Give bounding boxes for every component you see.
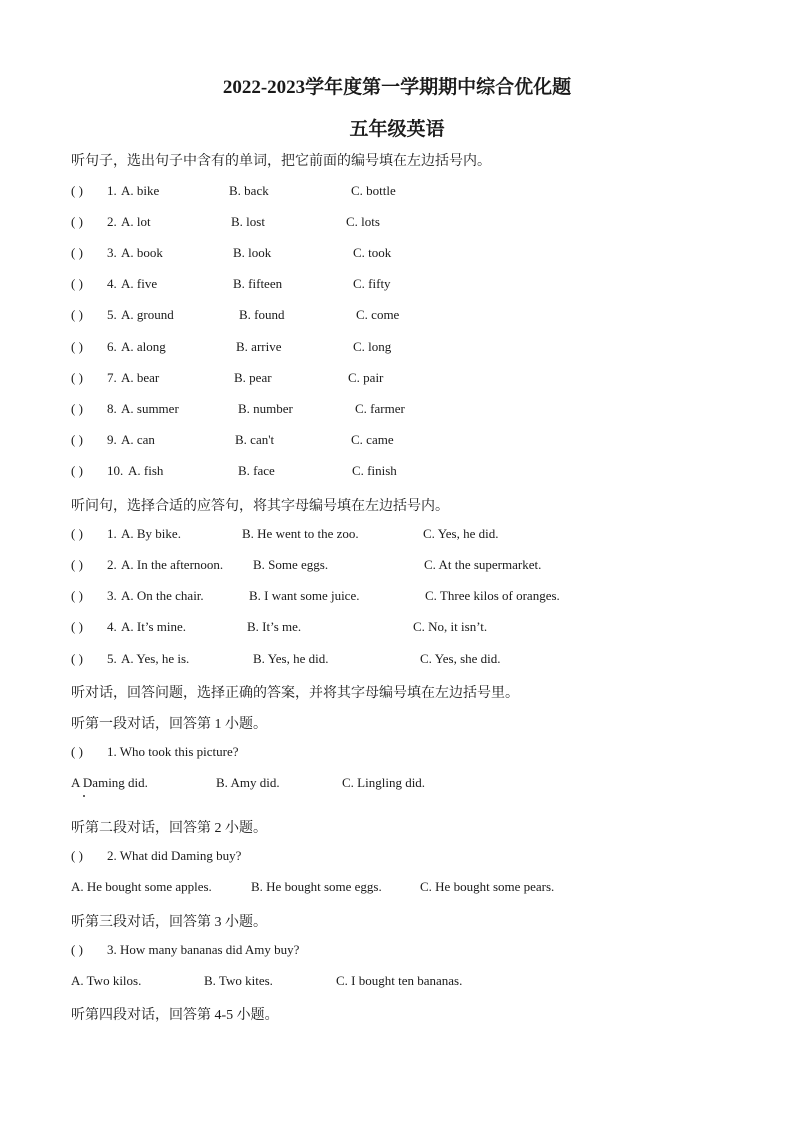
- option-a: A. summer: [121, 401, 179, 416]
- option-b: B. can't: [235, 432, 275, 447]
- answer-bracket[interactable]: ( ): [71, 432, 83, 447]
- question-text: 2. What did Daming buy?: [107, 848, 242, 863]
- option-b: B. look: [233, 245, 272, 260]
- option-c: C. came: [351, 432, 394, 447]
- answer-bracket[interactable]: ( ): [71, 183, 83, 198]
- option-b: B. It’s me.: [247, 619, 302, 634]
- option-a: A. book: [121, 245, 163, 260]
- option-a: A. It’s mine.: [121, 619, 186, 634]
- dialogue-heading: 听第一段对话，回答第 1 小题。: [71, 717, 267, 732]
- option-b: B. fifteen: [233, 276, 283, 291]
- answer-bracket[interactable]: ( ): [71, 245, 83, 260]
- option-b: B. arrive: [236, 339, 282, 354]
- answer-bracket[interactable]: ( ): [71, 557, 83, 572]
- option-c: C. pair: [348, 370, 384, 385]
- answer-bracket[interactable]: ( ): [71, 942, 83, 957]
- option-c: C. Three kilos of oranges.: [425, 588, 560, 603]
- option-c: C. farmer: [355, 401, 405, 416]
- option-b: B. number: [238, 401, 293, 416]
- answer-bracket[interactable]: ( ): [71, 339, 83, 354]
- option-c: C. come: [356, 307, 400, 322]
- dialogue-heading: 听第三段对话，回答第 3 小题。: [71, 915, 267, 930]
- question-text: 3. How many bananas did Amy buy?: [107, 942, 300, 957]
- option-b: B. pear: [234, 370, 272, 385]
- option-a: A. bear: [121, 370, 160, 385]
- answer-bracket[interactable]: ( ): [71, 463, 83, 478]
- page-title: 2022-2023学年度第一学期期中综合优化题: [222, 77, 572, 98]
- option-b: B. He bought some eggs.: [251, 879, 382, 894]
- option-a: A Daming did.: [71, 775, 148, 790]
- option-c: C. At the supermarket.: [424, 557, 542, 572]
- section2-instruction: 听问句，选择合适的应答句，将其字母编号填在左边括号内。: [71, 499, 449, 514]
- option-c: C. Lingling did.: [342, 775, 426, 790]
- option-a: A. Two kilos.: [71, 973, 142, 988]
- answer-bracket[interactable]: ( ): [71, 214, 83, 229]
- exam-page: 2022-2023学年度第一学期期中综合优化题 五年级英语 听句子，选出句子中含有的单词，把它前面的编号填在左边括号内。 ( ) 1. A. bike B. back C. bottle ( ) 2. A. lot B. lost C. lots ( ) 3. A. book B. look C. took ( ) 4. A. five B. fifteen C. fifty ( ) 5. A. ground B. found C. come ( ) 6. A. along B. arrive C. long ( ) 7. A. bear B. pear C. pair ( ) 8. A. summer B. number C. farmer ( ) 9. A. can B. can't C. came ( ) 10. A. fish B. face C. finish 听问句，选择合适的应答句，将其字母编号填在左边括号内。 ( ) 1. A. By bike. B. He went to the zoo. C. Yes, he did. ( ) 2. A. In the afternoon. B. Some eggs. C. At the supermarket. ( ) 3. A. On the chair. B. I want some juice. C. Three kilos of oranges. ( ) 4. A. It’s mine. B. It’s me. C. No, it isn’t. ( ) 5. A. Yes, he is. B. Yes, he did. C. Yes, she did. 听对话，回答问题，选择正确的答案，并将其字母编号填在左边括号里。 听第一段对话，回答第 1 小题。 ( ) 1. Who took this picture? A Daming did. B. Amy did. C. Lingling did. 听第二段对话，回答第 2 小题。 ( ) 2. What did Daming buy? A. He bought some apples. B. He bought some eggs. C. He bought some pears. 听第三段对话，回答第 3 小题。 ( ) 3. How many bananas did Amy buy? A. Two kilos. B. Two kites. C. I bought ten bananas. 听第四段对话，回答第 4-5 小题。: [0, 0, 794, 1123]
- option-a: A. five: [121, 276, 158, 291]
- option-a: A. Yes, he is.: [121, 651, 190, 666]
- stray-dot: [83, 795, 85, 797]
- option-a: A. fish: [128, 463, 164, 478]
- section1-instruction: 听句子，选出句子中含有的单词，把它前面的编号填在左边括号内。: [71, 154, 491, 169]
- option-a: A. bike: [121, 183, 160, 198]
- option-c: C. lots: [346, 214, 380, 229]
- option-c: C. fifty: [353, 276, 391, 291]
- answer-bracket[interactable]: ( ): [71, 848, 83, 863]
- answer-bracket[interactable]: ( ): [71, 651, 83, 666]
- answer-bracket[interactable]: ( ): [71, 588, 83, 603]
- option-c: C. No, it isn’t.: [413, 619, 488, 634]
- option-c: C. bottle: [351, 183, 396, 198]
- section3-instruction: 听对话，回答问题，选择正确的答案，并将其字母编号填在左边括号里。: [71, 686, 519, 701]
- option-a: A. He bought some apples.: [71, 879, 212, 894]
- option-c: C. He bought some pears.: [420, 879, 555, 894]
- option-c: C. Yes, she did.: [420, 651, 501, 666]
- option-a: A. By bike.: [121, 526, 181, 541]
- option-b: B. lost: [231, 214, 265, 229]
- option-a: A. can: [121, 432, 155, 447]
- option-c: C. I bought ten bananas.: [336, 973, 463, 988]
- option-a: A. On the chair.: [121, 588, 204, 603]
- page-subtitle: 五年级英语: [349, 119, 445, 140]
- answer-bracket[interactable]: ( ): [71, 276, 83, 291]
- option-a: A. along: [121, 339, 166, 354]
- answer-bracket[interactable]: ( ): [71, 744, 83, 759]
- dialogue-heading: 听第四段对话，回答第 4-5 小题。: [71, 1008, 279, 1023]
- option-b: B. Two kites.: [204, 973, 273, 988]
- option-c: C. Yes, he did.: [423, 526, 499, 541]
- option-b: B. face: [238, 463, 275, 478]
- answer-bracket[interactable]: ( ): [71, 526, 83, 541]
- option-a: A. In the afternoon.: [121, 557, 224, 572]
- option-b: B. I want some juice.: [249, 588, 360, 603]
- option-b: B. Some eggs.: [253, 557, 329, 572]
- answer-bracket[interactable]: ( ): [71, 401, 83, 416]
- option-b: B. Amy did.: [216, 775, 280, 790]
- option-c: C. long: [353, 339, 392, 354]
- option-b: B. found: [239, 307, 285, 322]
- option-b: B. back: [229, 183, 269, 198]
- answer-bracket[interactable]: ( ): [71, 307, 83, 322]
- dialogue-heading: 听第二段对话，回答第 2 小题。: [71, 821, 267, 836]
- option-a: A. ground: [121, 307, 174, 322]
- option-b: B. He went to the zoo.: [242, 526, 359, 541]
- option-a: A. lot: [121, 214, 151, 229]
- question-text: 1. Who took this picture?: [107, 744, 239, 759]
- option-b: B. Yes, he did.: [253, 651, 329, 666]
- option-c: C. took: [353, 245, 392, 260]
- answer-bracket[interactable]: ( ): [71, 370, 83, 385]
- answer-bracket[interactable]: ( ): [71, 619, 83, 634]
- option-c: C. finish: [352, 463, 397, 478]
